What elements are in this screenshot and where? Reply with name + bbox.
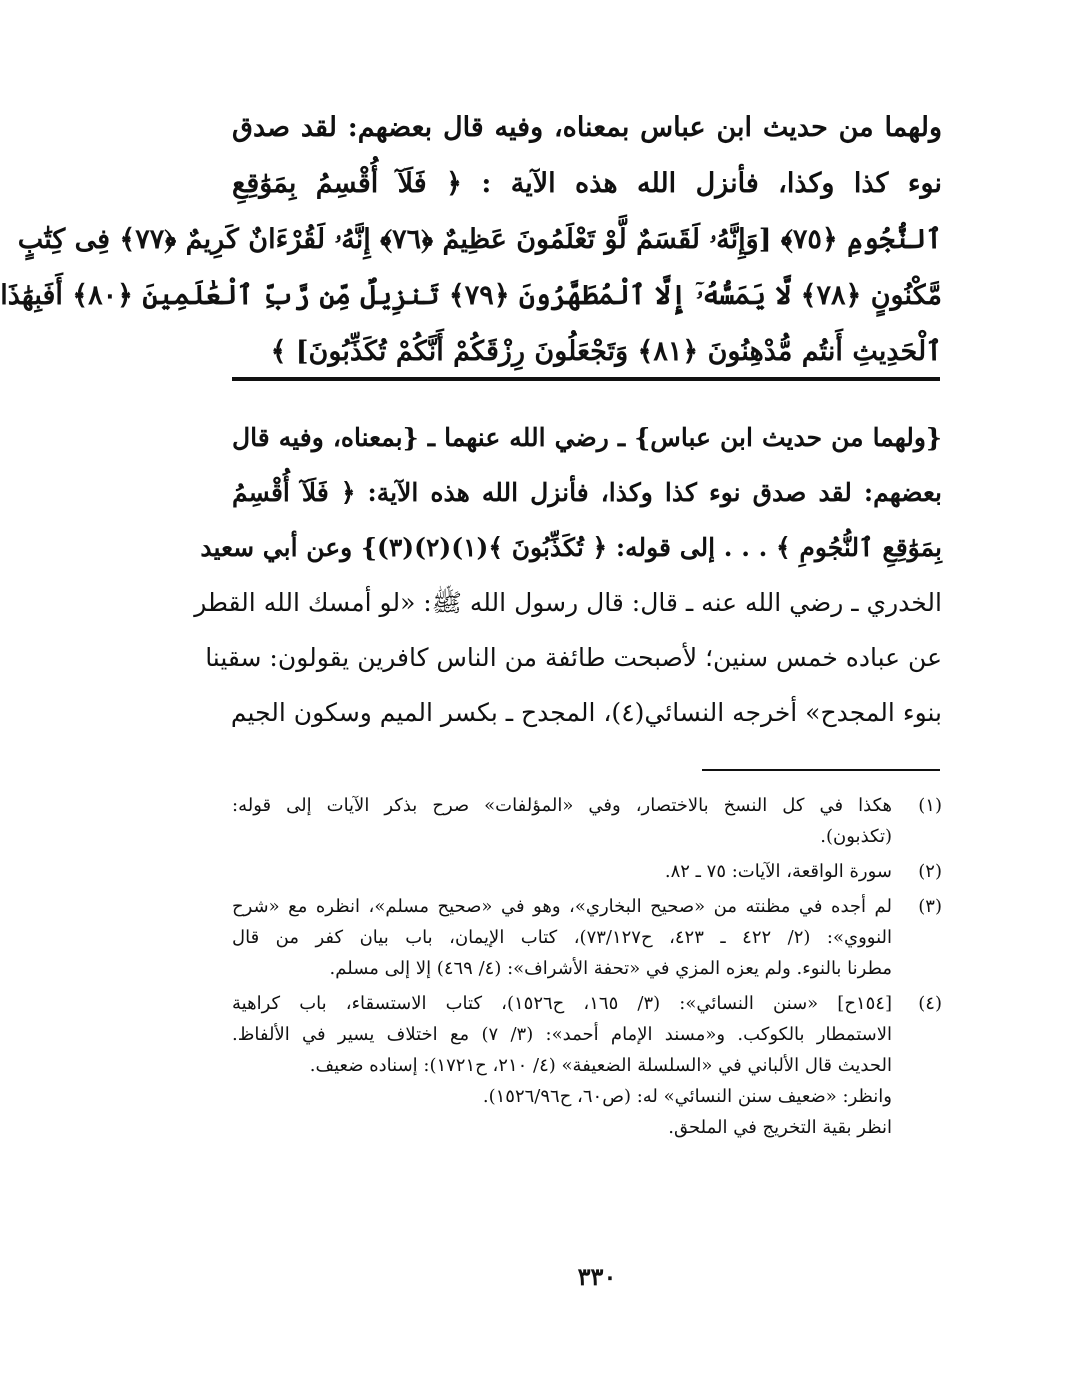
footnote-1 (232, 790, 942, 852)
footnote-line: الحديث قال الألباني في «السلسلة الضعيفة» (٤/ ٢١٠، ح١٧٢١): إسناده ضعيف. (309, 1055, 892, 1076)
footnote-number: (٢) (918, 861, 942, 882)
footnote-number: (١) (918, 795, 942, 816)
footnote-4 (232, 988, 942, 1143)
commentary-line-5: عن عباده خمس سنين؛ لأصبحت طائفة من الناس كافرين يقولون: سقينا (205, 643, 942, 672)
footnote-line: وانظر: «ضعيف سنن النسائي» له: (ص٦٠، ح١٥٢٦/٩٦). (482, 1086, 892, 1107)
footnote-line: [١٥٤ح] «سنن النسائي»: (٣/ ١٦٥، ح١٥٢٦)، كتاب الاستسقاء، باب كراهية (232, 993, 892, 1014)
footnote-line: مطرنا بالنوء. ولم يعزه المزي في «تحفة الأشراف»: (٤/ ٤٦٩) إلا إلى مسلم. (329, 958, 892, 979)
commentary-text (194, 410, 942, 740)
footnote-line: (تكذبون). (820, 826, 892, 847)
commentary-line-1: {ولهما من حديث ابن عباس} ـ رضي الله عنهما ـ {بمعناه، وفيه قال (232, 423, 942, 452)
footnote-2 (232, 856, 942, 887)
footnote-line: انظر بقية التخريج في الملحق. (668, 1117, 892, 1138)
footnote-divider (702, 769, 940, 771)
hadith-text (0, 100, 942, 380)
hadith-line-5: ٱلْحَدِيثِ أَنتُم مُّدْهِنُونَ ﴿٨١﴾ وَتَجْعَلُونَ رِزْقَكُمْ أَنَّكُمْ تُكَذِّبُونَ] ﴾ (270, 336, 942, 367)
hadith-line-1: ولهما من حديث ابن عباس بمعناه، وفيه قال بعضهم: لقد صدق (232, 112, 942, 143)
hadith-line-3: ٱلنُّجُومِ ﴿٧٥﴾ [وَإِنَّهُۥ لَقَسَمٌ لَّوْ تَعْلَمُونَ عَظِيمٌ ﴿٧٦﴾ إِنَّهُۥ لَقُرْءَانٌ كَرِيمٌ ﴿٧٧﴾ فِى كِتَٰبٍ (17, 224, 942, 255)
footnote-line: سورة الواقعة، الآيات: ٧٥ ـ ٨٢. (664, 861, 892, 882)
footnote-number: (٣) (918, 896, 942, 917)
hadith-line-2: نوء كذا وكذا، فأنزل الله هذه الآية : ﴿ فَلَآ أُقْسِمُ بِمَوَٰقِعِ (232, 168, 942, 199)
main-divider (232, 377, 940, 381)
footnote-line: النووي»: (٢/ ٤٢٢ ـ ٤٢٣، ح٧٣/١٢٧)، كتاب الإيمان، باب بيان كفر من قال (232, 927, 892, 948)
footnotes (232, 790, 942, 1147)
footnote-3 (232, 891, 942, 984)
footnote-line: الاستمطار بالكوكب. و«مسند الإمام أحمد»: (٣/ ٧) مع اختلاف يسير في الألفاظ. (232, 1024, 892, 1045)
commentary-line-6: بنوء المجدح» أخرجه النسائي(٤)، المجدح ـ بكسر الميم وسكون الجيم (230, 698, 942, 727)
hadith-line-4: مَّكْنُونٍ ﴿٧٨﴾ لَّا يَمَسُّهُۥٓ إِلَّا ٱلْمُطَهَّرُونَ ﴿٧٩﴾ تَنزِيلٌ مِّن رَّبِّ ٱلْعَٰلَمِينَ ﴿٨٠﴾ أَفَبِهَٰذَا (0, 280, 942, 311)
footnote-number: (٤) (918, 993, 942, 1014)
commentary-line-3: بِمَوَٰقِعِ ٱلنُّجُومِ ﴾ . . . إلى قوله: ﴿ تُكَذِّبُونَ ﴾(١)(٢)(٣)} وعن أبي سعيد (200, 533, 942, 562)
commentary-line-4: الخدري ـ رضي الله عنه ـ قال: قال رسول الله ﷺ: «لو أمسك الله القطر (194, 588, 942, 617)
commentary-line-2: بعضهم: لقد صدق نوء كذا وكذا، فأنزل الله هذه الآية: ﴿ فَلَآ أُقْسِمُ (232, 478, 942, 507)
footnote-line: هكذا في كل النسخ بالاختصار، وفي «المؤلفات» صرح بذكر الآيات إلى قوله: (232, 795, 892, 816)
footnote-line: لم أجده في مظنته من «صحيح البخاري»، وهو في «صحيح مسلم»، انظره مع «شرح (232, 896, 892, 917)
page-number: ٣٣٠ (577, 1262, 617, 1291)
